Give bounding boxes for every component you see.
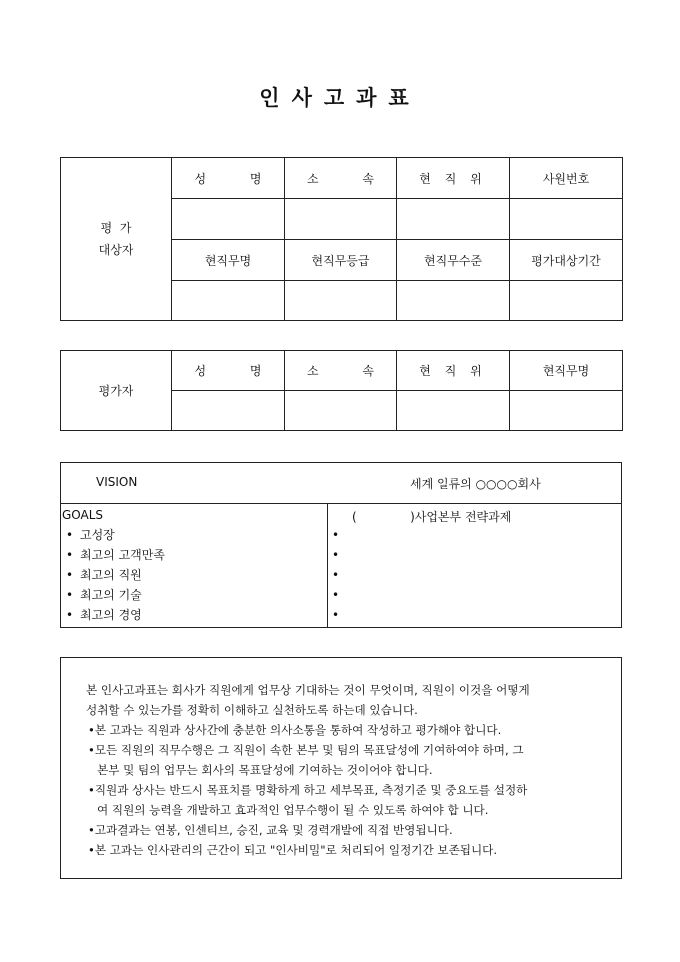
input-job-level[interactable] — [397, 281, 510, 321]
bullet-icon: • — [66, 608, 74, 622]
strategy-item[interactable] — [332, 565, 346, 585]
notice-line: 본부 및 팀의 업무는 회사의 목표달성에 기여하는 것이어야 합니다. — [97, 763, 433, 777]
input-department[interactable] — [285, 199, 397, 240]
notice-line: •모든 직원의 직무수행은 그 직원이 속한 본부 및 팀의 목표달성에 기여하여야 하며, 그 — [88, 743, 524, 757]
header-job-level: 현직무수준 — [397, 240, 510, 281]
evaluator-header-job-name: 현직무명 — [510, 351, 623, 391]
evaluator-input-name[interactable] — [172, 391, 285, 431]
header-employee-number: 사원번호 — [510, 158, 623, 199]
input-job-name[interactable] — [172, 281, 285, 321]
page-title: 인사고과표 — [259, 85, 421, 110]
evaluator-input-position[interactable] — [397, 391, 510, 431]
goals-title: GOALS — [62, 508, 104, 522]
input-evaluation-period[interactable] — [510, 281, 623, 321]
strategy-item[interactable] — [332, 605, 346, 625]
goal-item-label: 고성장 — [80, 528, 115, 542]
subject-row-label-line1: 평 가 — [100, 221, 132, 235]
goal-item — [66, 545, 165, 565]
evaluator-table — [60, 350, 623, 431]
notice-line: •직원과 상사는 반드시 목표치를 명확하게 하고 세부목표, 측정기준 및 중요도를 설정하 — [88, 783, 528, 797]
evaluator-input-department[interactable] — [285, 391, 397, 431]
strategy-item[interactable] — [332, 585, 346, 605]
notice-box — [60, 657, 622, 879]
bullet-icon: • — [332, 528, 340, 542]
strategy-item[interactable] — [332, 545, 346, 565]
bullet-icon: • — [332, 548, 340, 562]
header-evaluation-period: 평가대상기간 — [510, 240, 623, 281]
vision-label: VISION — [96, 475, 138, 489]
bullet-icon: • — [332, 588, 340, 602]
strategy-column — [328, 504, 621, 627]
notice-line: 여 직원의 능력을 개발하고 효과적인 업무수행이 될 수 있도록 하여야 합 니다. — [97, 803, 489, 817]
input-name[interactable] — [172, 199, 285, 240]
header-job-name: 현직무명 — [172, 240, 285, 281]
bullet-icon: • — [66, 568, 74, 582]
subject-row-label — [61, 158, 172, 321]
notice-line: •고과결과는 연봉, 인센티브, 승진, 교육 및 경력개발에 직접 반영됩니다. — [88, 823, 453, 837]
header-name: 성 명 — [172, 158, 285, 199]
goal-item-label: 최고의 고객만족 — [80, 548, 165, 562]
goal-item — [66, 525, 115, 545]
evaluator-header-position: 현 직 위 — [397, 351, 510, 391]
header-position: 현 직 위 — [397, 158, 510, 199]
goals-column — [61, 504, 328, 627]
bullet-icon: • — [66, 588, 74, 602]
bullet-icon: • — [332, 608, 340, 622]
input-employee-number[interactable] — [510, 199, 623, 240]
header-job-grade: 현직무등급 — [285, 240, 397, 281]
bullet-icon: • — [66, 548, 74, 562]
goal-item-label: 최고의 경영 — [80, 608, 142, 622]
notice-line: 본 인사고과표는 회사가 직원에게 업무상 기대하는 것이 무엇이며, 직원이 이것을 어떻게 — [86, 683, 530, 697]
input-position[interactable] — [397, 199, 510, 240]
subject-row-label-line2: 대상자 — [98, 243, 134, 257]
subject-table — [60, 157, 623, 321]
bullet-icon: • — [66, 528, 74, 542]
evaluator-header-name: 성 명 — [172, 351, 285, 391]
header-department: 소 속 — [285, 158, 397, 199]
notice-line: 성취할 수 있는가를 정확히 이해하고 실천하도록 하는데 있습니다. — [86, 703, 418, 717]
goal-item — [66, 585, 142, 605]
goal-item-label: 최고의 직원 — [80, 568, 142, 582]
strategy-title: ( )사업본부 전략과제 — [352, 510, 512, 524]
vision-value: 세계 일류의 ○○○○회사 — [410, 477, 541, 491]
bullet-icon: • — [332, 568, 340, 582]
vision-row — [61, 463, 621, 504]
input-job-grade[interactable] — [285, 281, 397, 321]
strategy-item[interactable] — [332, 525, 346, 545]
evaluator-row-label: 평가자 — [61, 351, 172, 431]
notice-line: •본 고과는 직원과 상사간에 충분한 의사소통을 통하여 작성하고 평가해야 합니다. — [88, 723, 502, 737]
goal-item — [66, 605, 142, 625]
evaluator-input-job-name[interactable] — [510, 391, 623, 431]
goal-item-label: 최고의 기술 — [80, 588, 142, 602]
goal-item — [66, 565, 142, 585]
notice-line: •본 고과는 인사관리의 근간이 되고 "인사비밀"로 처리되어 일정기간 보존됩니다. — [88, 843, 498, 857]
evaluator-header-department: 소 속 — [285, 351, 397, 391]
vision-box — [60, 462, 622, 628]
